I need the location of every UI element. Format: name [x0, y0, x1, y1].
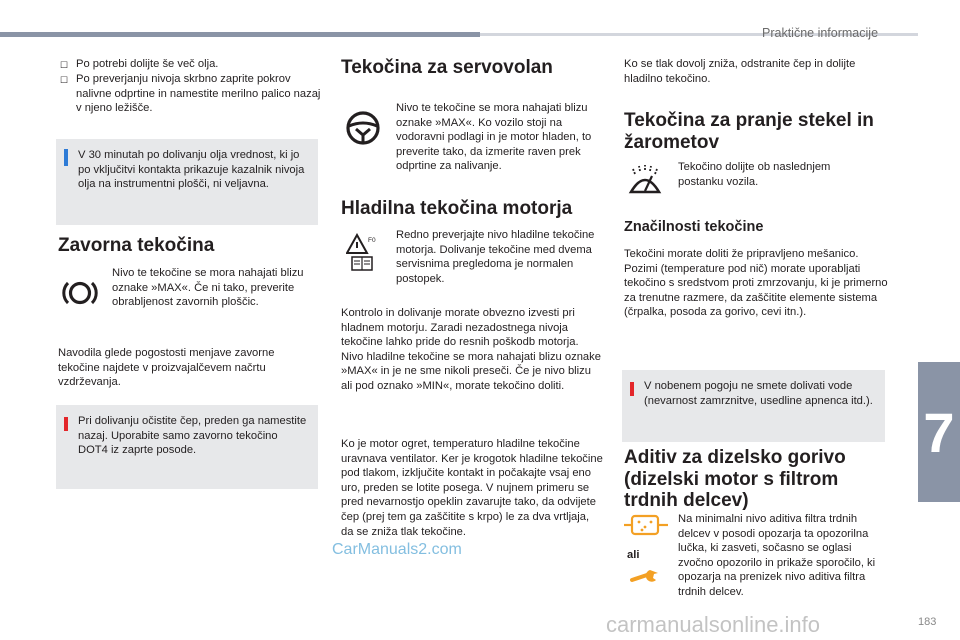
page-number: 183 — [918, 616, 937, 628]
diesel-additive-title: Aditiv za dizelsko gorivo (dizelski motor s filtrom trdnih delcev) — [624, 447, 846, 511]
washer-warning-note — [622, 370, 885, 442]
or-label: ali — [627, 549, 640, 561]
washer-fluid-icon — [626, 164, 664, 198]
fluid-properties-title: Značilnosti tekočine — [624, 219, 764, 235]
watermark-small: CarManuals2.com — [332, 541, 462, 558]
chapter-tab — [918, 362, 960, 502]
brake-fluid-title: Zavorna tekočina — [58, 235, 215, 256]
steering-fluid-title: Tekočina za servovolan — [341, 57, 553, 78]
warning-icon — [630, 382, 634, 396]
bullet-icon: ☐ — [60, 75, 69, 85]
warning-icon — [64, 417, 68, 431]
brake-warning-note — [56, 405, 318, 489]
info-note — [56, 139, 318, 225]
washer-warning-text: V nobenem pogoju ne smete dolivati vode (nevarnost zamrznitve, usedline apnenca itd.). — [644, 380, 873, 407]
section-title: Praktične informacije — [762, 26, 879, 40]
coolant-hazard-icon — [346, 233, 380, 273]
watermark-large: carmanualsonline.info — [606, 612, 821, 637]
steering-wheel-icon — [344, 110, 382, 146]
bullet-text-2: Po preverjanju nivoja skrbno zaprite pokrov nalivne odprtine in namestite merilno palico nazaj v njeno ležišče. — [76, 73, 321, 115]
washer-fluid-text: Tekočino dolijte ob naslednjem postanku vozila. — [678, 161, 831, 188]
particle-filter-icon — [622, 512, 670, 538]
steering-fluid-text: Nivo te tekočine se mora nahajati blizu oznake »MAX«. Ko vozilo stoji na vodoravni podlagi in je motor hladen, to preverite tako, da izmerite raven prek odprtine za nalivanje. — [396, 102, 592, 173]
coolant-text-3: Ko je motor ogret, temperaturo hladilne tekočine uravnava ventilator. Ker je krogotok hladilne tekočine pod tlakom, izključite kontakt in počakajte vsaj eno uro, preden se lotite posega. V nujnem primeru se pred nevarnostjo opeklin zavarujte tako, da odvijete čep (prej tem ga zaščitite s krpo) le za dva vrtljaja, da se zniža tlak tekočine. — [341, 438, 603, 538]
brake-fluid-text: Nivo te tekočine se mora nahajati blizu oznake »MAX«. Če ni tako, preverite obrabljenost zavornih ploščic. — [112, 267, 304, 309]
info-icon — [64, 149, 68, 166]
diesel-additive-text: Na minimalni nivo aditiva filtra trdnih delcev v posodi opozarja ta opozorilna lučka, ki zasveti, sočasno se oglasi zvočno opozorilo in prikaže sporočilo, ki opozarja na prenizek nivo aditiva filtra trdnih delcev. — [678, 513, 876, 598]
fluid-properties-text: Tekočini morate doliti že pripravljeno mešanico. Pozimi (temperature pod nič) morate uporabljati tekočino s sredstvom proti zmrzovanju, ki je primerno za trenutne razmere, da zaščitite elemente sistema (črpalka, posoda za gorivo, cevi itn.). — [624, 248, 888, 319]
chapter-number: 7 — [923, 401, 955, 464]
header-bar — [0, 32, 480, 37]
coolant-text: Redno preverjajte nivo hladilne tekočine motorja. Dolivanje tekočine med dvema servisnima pregledoma je normalen postopek. — [396, 229, 595, 285]
info-note-text: V 30 minutah po dolivanju olja vrednost, ki jo po vključitvi kontakta prikazuje kazalnik nivoja olja na instrumentni plošči, ni veljavna. — [78, 149, 305, 191]
brake-warning-text: Pri dolivanju očistite čep, preden ga namestite nazaj. Uporabite samo zavorno tekočino DOT4 iz zaprte posode. — [78, 415, 307, 457]
coolant-title: Hladilna tekočina motorja — [341, 198, 573, 219]
coolant-intro-text: Ko se tlak dovolj zniža, odstranite čep in dolijte hladilno tekočino. — [624, 58, 856, 85]
svg-text:F0: F0 — [368, 237, 376, 244]
bullet-icon: ☐ — [60, 60, 69, 70]
brake-warning-icon — [62, 278, 98, 308]
bullet-text-1: Po potrebi dolijte še več olja. — [76, 58, 219, 70]
coolant-text-2: Kontrolo in dolivanje morate obvezno izvesti pri hladnem motorju. Zaradi nezadostnega nivoja tekočine lahko pride do resnih poškodb motorja. Nivo hladilne tekočine se mora nahajati blizu oznake »MAX« in je ne sme nikoli preseči. Če je nivo blizu ali pod oznako »MIN«, morate tekočino doliti. — [341, 307, 601, 392]
wrench-icon — [628, 566, 664, 588]
brake-fluid-text-2: Navodila glede pogostosti menjave zavorne tekočine najdete v proizvajalčevem načrtu vzdrževanja. — [58, 347, 275, 389]
washer-fluid-title: Tekočina za pranje stekel in žarometov — [624, 110, 874, 153]
